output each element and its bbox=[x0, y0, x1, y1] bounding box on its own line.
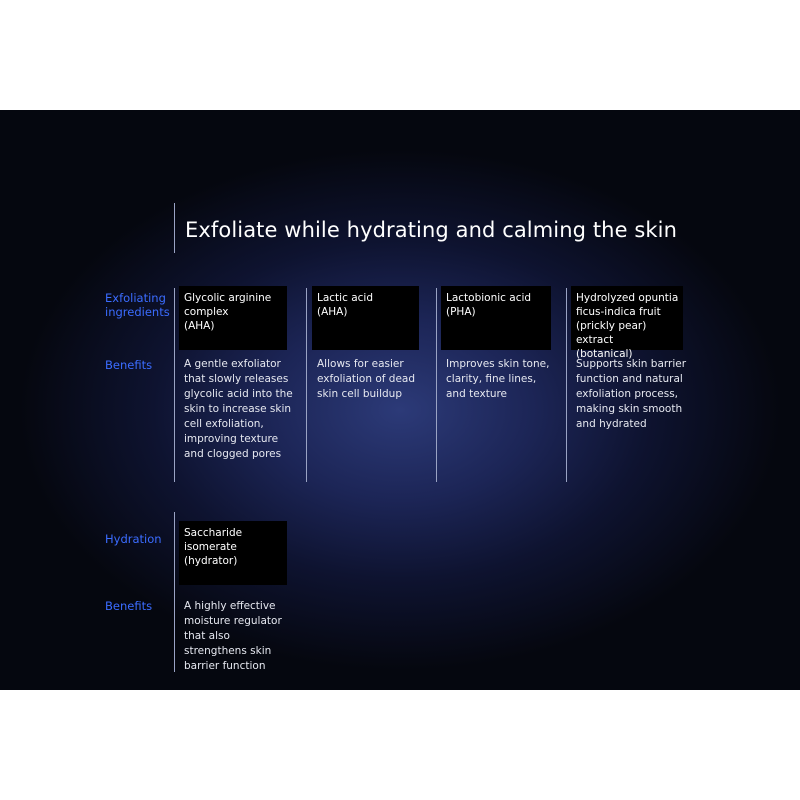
info-panel bbox=[0, 110, 800, 690]
column-divider-2 bbox=[306, 288, 307, 482]
ingredient-box-saccharide bbox=[179, 521, 287, 585]
page-title: Exfoliate while hydrating and calming the skin bbox=[185, 218, 678, 242]
ingredient-name: Lactic acid bbox=[317, 292, 373, 304]
ingredient-name: Saccharide isomerate bbox=[184, 527, 243, 553]
hydration-label: Hydration bbox=[105, 532, 162, 546]
ingredient-type: (botanical) bbox=[576, 348, 633, 360]
benefit-text-lactic: Allows for easier exfoliation of dead skin cell buildup bbox=[317, 358, 416, 400]
benefits-label-exfoliants: Benefits bbox=[105, 358, 153, 372]
ingredient-type: (AHA) bbox=[184, 320, 215, 332]
benefit-text-lactobionic: Improves skin tone, clarity, fine lines, and texture bbox=[446, 358, 550, 400]
ingredient-type: (hydrator) bbox=[184, 555, 238, 567]
column-divider-3 bbox=[436, 288, 437, 482]
ingredient-type: (AHA) bbox=[317, 306, 348, 318]
ingredient-box-lactobionic bbox=[441, 286, 551, 350]
benefit-text-saccharide: A highly effective moisture regulator that also strengthens skin barrier function bbox=[184, 600, 282, 672]
ingredient-box-prickly-pear bbox=[571, 286, 683, 360]
exfoliating-ingredients-label: Exfoliating ingredients bbox=[105, 291, 170, 319]
ingredient-type: (PHA) bbox=[446, 306, 476, 318]
benefit-text-glycolic: A gentle exfoliator that slowly releases glycolic acid into the skin to increase skin cell exfoliation, improving texture and clogged pores bbox=[184, 358, 293, 460]
column-divider-4 bbox=[566, 288, 567, 482]
ingredient-box-glycolic bbox=[179, 286, 287, 350]
ingredient-name: Hydrolyzed opuntia ficus-indica fruit (prickly pear) extract bbox=[576, 292, 679, 346]
ingredient-box-lactic bbox=[312, 286, 419, 350]
benefit-text-prickly-pear: Supports skin barrier function and natural exfoliation process, making skin smooth and hydrated bbox=[576, 358, 687, 430]
benefits-label-hydration: Benefits bbox=[105, 599, 153, 613]
ingredient-name: Lactobionic acid bbox=[446, 292, 532, 304]
hydration-divider bbox=[174, 512, 175, 672]
ingredient-name: Glycolic arginine complex bbox=[184, 292, 272, 318]
title-divider bbox=[174, 203, 175, 253]
